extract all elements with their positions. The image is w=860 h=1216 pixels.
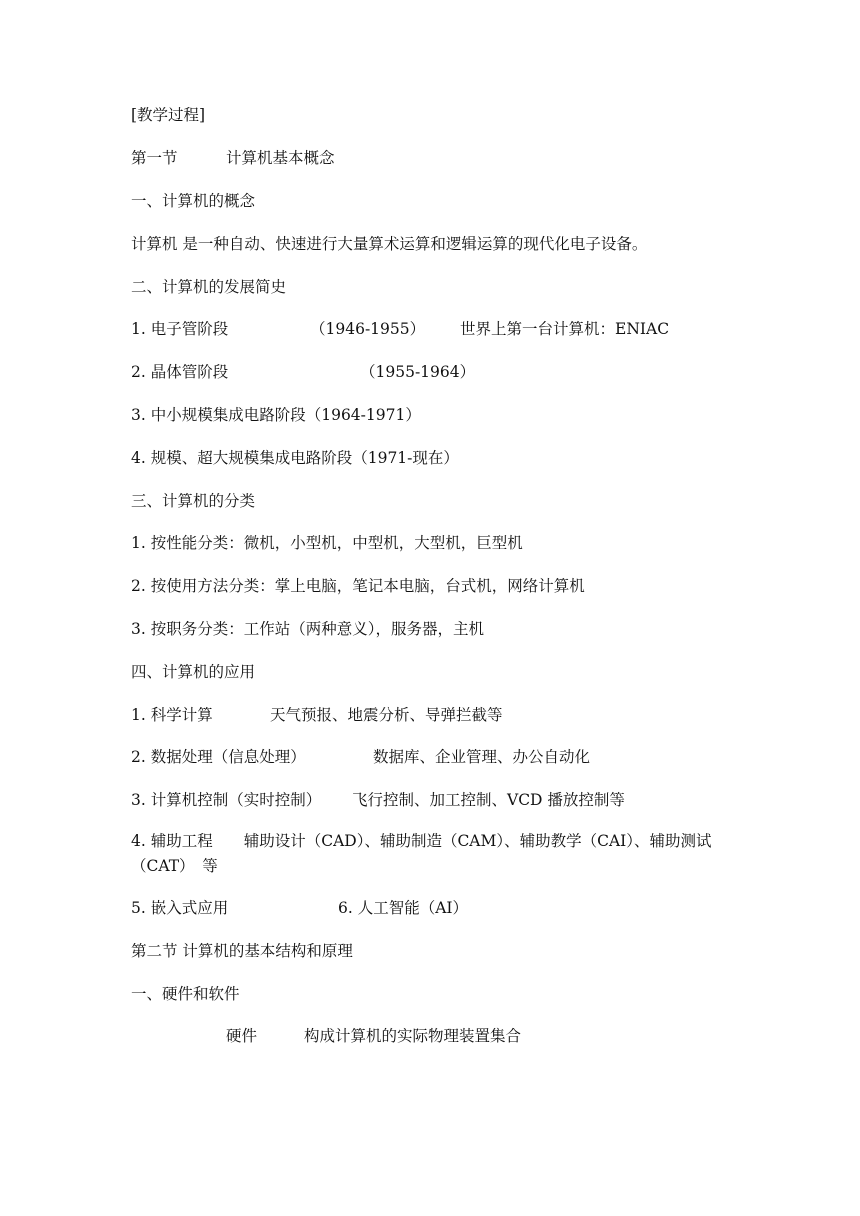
hardware-term: 硬件 <box>226 1027 258 1045</box>
app2-detail: 数据库、企业管理、办公自动化 <box>373 748 591 766</box>
classification-item: 2. 按使用方法分类：掌上电脑，笔记本电脑，台式机，网络计算机 <box>131 577 585 595</box>
part4-title: 四、计算机的应用 <box>131 663 256 681</box>
app4-paragraph: 4. 辅助工程 辅助设计（CAD）、辅助制造（CAM）、辅助教学（CAI）、辅助测试（CAT） 等 <box>131 832 712 875</box>
stage1-note: 世界上第一台计算机：ENIAC <box>460 320 670 338</box>
app6: 6. 人工智能（AI） <box>338 899 469 917</box>
hardware-definition: 构成计算机的实际物理装置集合 <box>304 1027 522 1045</box>
part3-title: 三、计算机的分类 <box>131 492 256 510</box>
part1-title: 一、计算机的概念 <box>131 192 256 210</box>
app1-detail: 天气预报、地震分析、导弹拦截等 <box>270 706 503 724</box>
section2-title: 第二节 计算机的基本结构和原理 <box>131 942 353 960</box>
app2-name: 2. 数据处理（信息处理） <box>131 748 306 766</box>
section1-title: 计算机基本概念 <box>226 149 335 167</box>
stage4: 4. 规模、超大规模集成电路阶段（1971-现在） <box>131 449 459 467</box>
teaching-process-heading: [教学过程] <box>131 106 206 124</box>
part2-title: 二、计算机的发展简史 <box>131 278 287 296</box>
stage2-years: （1955-1964） <box>360 363 476 381</box>
computer-definition: 计算机 是一种自动、快速进行大量算术运算和逻辑运算的现代化电子设备。 <box>131 235 648 253</box>
stage1-name: 1. 电子管阶段 <box>131 320 229 338</box>
classification-item: 1. 按性能分类：微机，小型机，中型机，大型机，巨型机 <box>131 534 523 552</box>
hw-sw-title: 一、硬件和软件 <box>131 985 240 1003</box>
classification-item: 3. 按职务分类：工作站（两种意义），服务器，主机 <box>131 620 484 638</box>
app3-detail: 飞行控制、加工控制、VCD 播放控制等 <box>352 791 625 809</box>
section1-label: 第一节 <box>131 149 178 167</box>
stage2-name: 2. 晶体管阶段 <box>131 363 229 381</box>
app1-name: 1. 科学计算 <box>131 706 213 724</box>
app5: 5. 嵌入式应用 <box>131 899 229 917</box>
stage1-years: （1946-1955） <box>310 320 426 338</box>
app3-name: 3. 计算机控制（实时控制） <box>131 791 322 809</box>
stage3: 3. 中小规模集成电路阶段（1964-1971） <box>131 406 421 424</box>
